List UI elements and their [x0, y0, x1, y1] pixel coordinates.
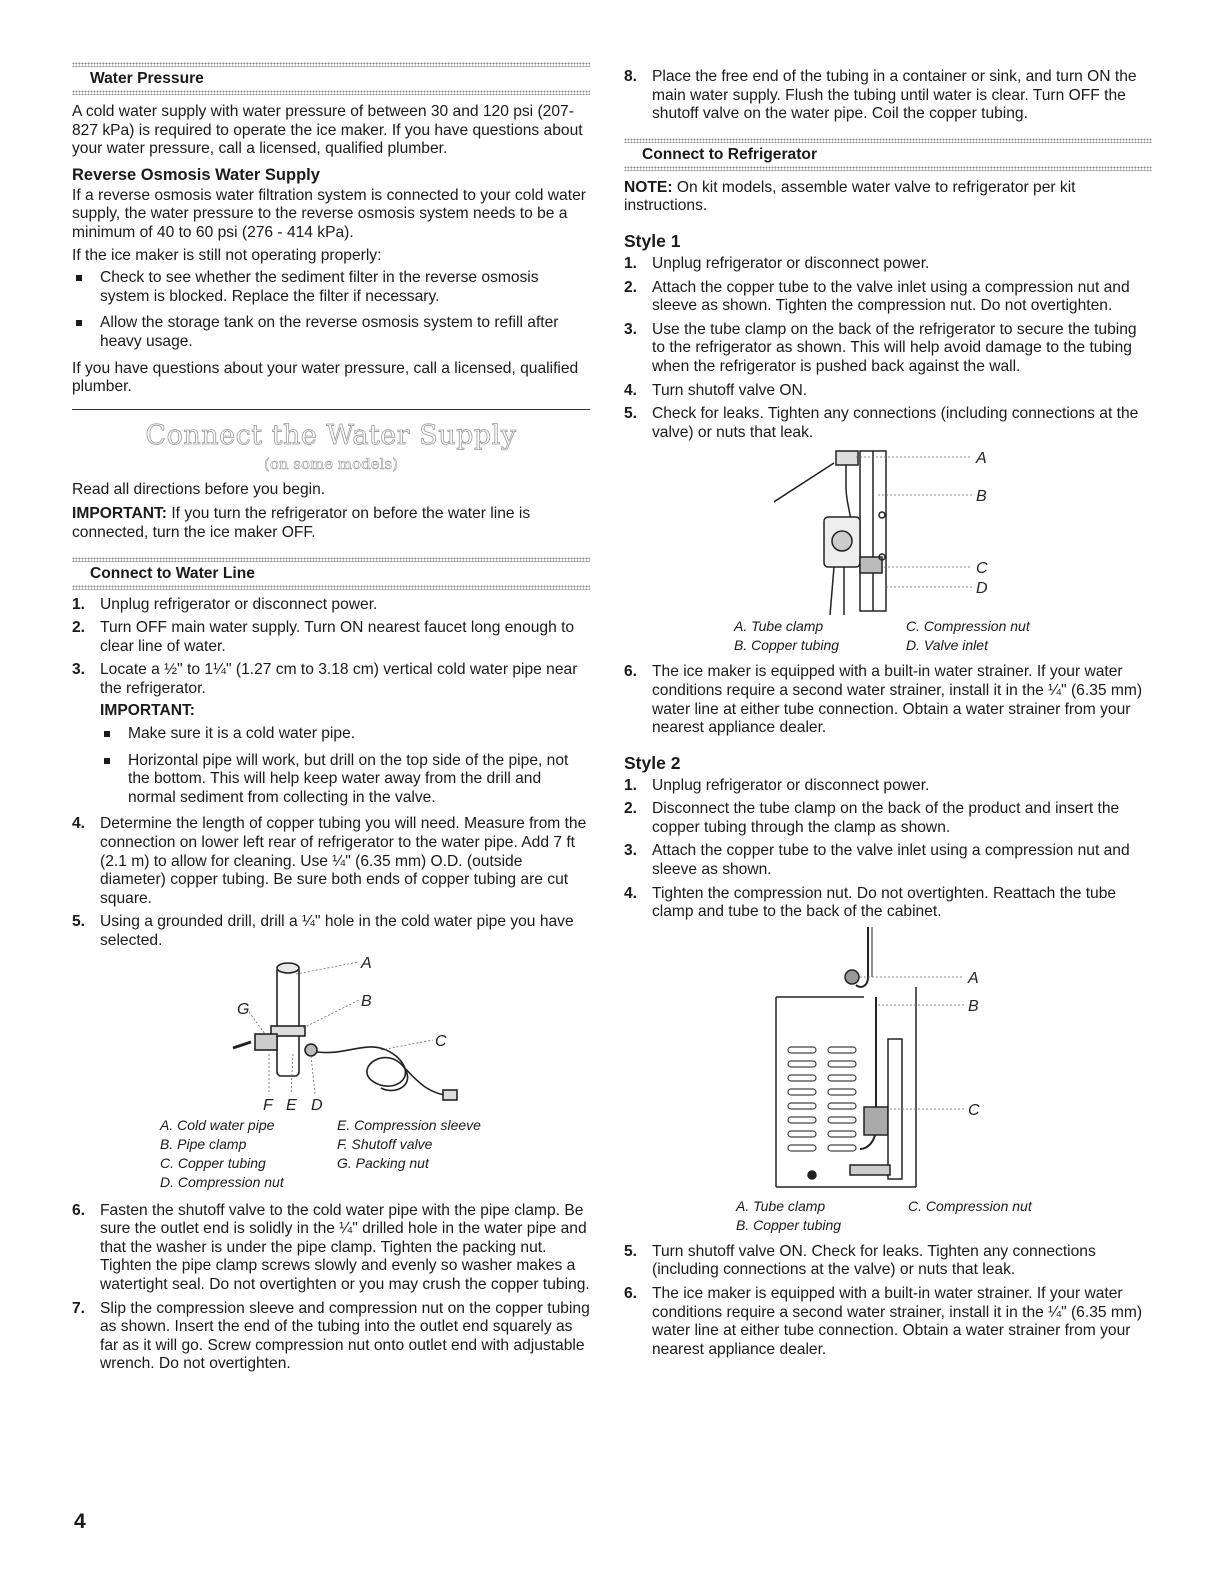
left-column [72, 62, 590, 1379]
dotted-rule [72, 62, 590, 67]
callout-d: D [311, 1096, 323, 1114]
step-text: Check for leaks. Tighten any connections (including connections at the valve) or nuts that leak. [652, 405, 1139, 441]
list-item [624, 777, 1152, 796]
callout-b: B [361, 992, 372, 1010]
dotted-rule [624, 166, 1152, 171]
cold-water-pipe [277, 966, 299, 1076]
important-note [72, 505, 590, 542]
style-2-figure-caption [736, 1197, 1152, 1235]
caption-col [736, 1197, 896, 1235]
caption-item: C. Copper tubing [160, 1154, 266, 1171]
style-2-figure [764, 927, 1004, 1197]
reverse-osmosis-text: If a reverse osmosis water filtration system is connected to your cold water supply, the water pressure to the reverse osmosis system needs to be a minimum of 40 to 60 psi (276 - 414 kPa). [72, 186, 586, 241]
list-item: Check to see whether the sediment filter in the reverse osmosis system is blocked. Replace the filter if necessary. [72, 269, 590, 306]
step-text: Unplug refrigerator or disconnect power. [100, 595, 378, 613]
water-line-figure-caption [160, 1116, 590, 1192]
water-pressure-text: A cold water supply with water pressure of between 30 and 120 psi (207-827 kPa) is required to operate the ice maker. If you have questions about your water pressure, call a licensed, qualified plumber. [72, 103, 583, 158]
right-column [624, 68, 1152, 1364]
note-text: On kit models, assemble water valve to refrigerator per kit instructions. [624, 178, 1076, 215]
list-item [72, 815, 590, 908]
step-text: The ice maker is equipped with a built-in water strainer. If your water conditions require a second water strainer, install it in the ¼" (6.35 mm) water line at either tube connection. Obtain a water strainer from your nearest appliance dealer. [652, 663, 1143, 737]
list-item [624, 1243, 1152, 1280]
step-number: 2. [624, 278, 638, 296]
step-number: 2. [624, 800, 638, 818]
step-number: 5. [72, 913, 86, 931]
caption-col [734, 617, 894, 655]
step-text: The ice maker is equipped with a built-in water strainer. If your water conditions require a second water strainer, install it in the ¼" (6.35 mm) water line at either tube connection. Obtain a water strainer from your nearest appliance dealer. [652, 1285, 1143, 1358]
callout-b: B [976, 488, 987, 506]
list-item [72, 1202, 590, 1295]
water-line-steps [72, 596, 590, 951]
step-text: Using a grounded drill, drill a ¼" hole in the cold water pipe you have selected. [100, 913, 574, 949]
callout-c: C [976, 560, 988, 578]
caption-col [160, 1116, 325, 1192]
step-text: Use the tube clamp on the back of the refrigerator to secure the tubing to the refrigerator as shown. This will help avoid damage to the tubing when the refrigerator is pushed back against the wall. [652, 320, 1137, 375]
dotted-rule [72, 90, 590, 95]
reverse-osmosis-bullets [72, 269, 590, 351]
step-number: 1. [624, 254, 638, 272]
list-item [72, 596, 590, 615]
step-text: Slip the compression sleeve and compression nut on the copper tubing as shown. Insert the end of the tubing into the outlet end squarely as far as it will go. Screw compression nut onto outlet end with adjustable wrench. Do not overtighten. [100, 1299, 590, 1373]
note [624, 179, 1152, 216]
list-item [624, 68, 1152, 124]
reverse-osmosis-heading: Reverse Osmosis Water Supply [72, 165, 320, 184]
callout-d: D [976, 580, 988, 598]
caption-col [906, 617, 1086, 655]
caption-item: C. Compression nut [908, 1197, 1032, 1214]
section-subtitle: (on some models) [264, 454, 398, 473]
caption-item: B. Copper tubing [736, 1216, 842, 1233]
reverse-osmosis-closing: If you have questions about your water pressure, call a licensed, qualified plumber. [72, 359, 579, 396]
list-item [624, 255, 1152, 274]
style-1-figure [774, 447, 1014, 617]
important-text: If you turn the refrigerator on before the water line is connected, turn the ice maker OFF. [72, 505, 531, 541]
water-line-figure [181, 956, 481, 1116]
compression-nut-shape [860, 557, 882, 573]
step-text: Place the free end of the tubing in a container or sink, and turn ON the main water supply. Flush the tubing until water is clear. Turn OFF the shutoff valve on the water pipe. Coil the copper tubing. [652, 68, 1137, 123]
style-1-steps [624, 255, 1152, 442]
section-divider [72, 409, 590, 410]
style-2-steps [624, 777, 1152, 922]
caption-col [337, 1116, 527, 1192]
compression-nut-shape [305, 1044, 317, 1056]
note-label: NOTE: [624, 178, 673, 196]
list-item [624, 1285, 1152, 1359]
step-number: 7. [72, 1299, 86, 1317]
water-pressure-heading: Water Pressure [90, 70, 204, 87]
step-number: 6. [624, 663, 638, 681]
step-text: Locate a ½" to 1¼" (1.27 cm to 3.18 cm) vertical cold water pipe near the refrigerator. [100, 661, 578, 697]
list-item [72, 619, 590, 656]
step-text: Determine the length of copper tubing you will need. Measure from the connection on lower left rear of refrigerator to the water pipe. Add 7 ft (2.1 m) to allow for cleaning. Use ¼" (6.35 mm) O.D. (outside diameter) copper tubing. Be sure both ends of copper tubing are cut square. [100, 815, 587, 907]
caption-item: A. Tube clamp [734, 618, 824, 635]
important-label: IMPORTANT: [100, 702, 195, 720]
list-item [624, 885, 1152, 922]
step-text: Fasten the shutoff valve to the cold water pipe with the pipe clamp. Be sure the outlet end is solidly in the ¼" drilled hole in the water pipe and that the washer is under the pipe clamp. Tighten the packing nut. Tighten the pipe clamp screws slowly and evenly so washer makes a watertight seal. Do not overtighten or you may crush the copper tubing. [100, 1201, 590, 1293]
callout-c: C [435, 1032, 447, 1050]
step-number: 8. [624, 68, 638, 85]
caption-item: B. Pipe clamp [160, 1135, 247, 1152]
compression-nut-shape [864, 1107, 888, 1135]
step-number: 6. [72, 1201, 86, 1219]
step-text: Attach the copper tube to the valve inlet using a compression nut and sleeve as shown. [652, 842, 1130, 879]
style-2-heading: Style 2 [624, 752, 681, 773]
list-item [624, 405, 1152, 442]
list-item [624, 279, 1152, 316]
important-label: IMPORTANT: [72, 505, 167, 523]
copper-tubing-coil [317, 1047, 451, 1096]
step-number: 4. [624, 381, 638, 399]
callout-a: A [976, 450, 987, 468]
step-number: 6. [624, 1285, 638, 1303]
step-number: 4. [624, 884, 638, 902]
list-item [72, 913, 590, 950]
callout-a: A [968, 969, 979, 987]
step-text: Turn OFF main water supply. Turn ON nearest faucet long enough to clear line of water. [100, 619, 575, 655]
step-8-list [624, 68, 1152, 124]
dotted-rule [72, 585, 590, 590]
list-item [624, 842, 1152, 879]
water-line-heading: Connect to Water Line [90, 564, 255, 582]
list-item [624, 663, 1152, 737]
caption-item: D. Valve inlet [906, 637, 988, 654]
caption-item: A. Tube clamp [736, 1197, 826, 1214]
callout-g: G [237, 1000, 250, 1018]
list-item: Allow the storage tank on the reverse osmosis system to refill after heavy usage. [72, 314, 590, 351]
dotted-rule [72, 557, 590, 562]
intro-text: Read all directions before you begin. [72, 480, 326, 498]
coil-rows [788, 1047, 856, 1151]
caption-item: D. Compression nut [160, 1173, 284, 1190]
shutoff-valve [255, 1034, 277, 1050]
step-number: 5. [624, 405, 638, 423]
step-text: Turn shutoff valve ON. [652, 381, 808, 399]
step-text: Disconnect the tube clamp on the back of the product and insert the copper tubing through the clamp as shown. [652, 800, 1120, 836]
list-item [624, 800, 1152, 837]
caption-col [908, 1197, 1088, 1235]
step-text: Unplug refrigerator or disconnect power. [652, 776, 930, 794]
callout-f: F [263, 1096, 273, 1114]
page-number: 4 [74, 1510, 86, 1533]
list-item: Make sure it is a cold water pipe. [100, 725, 590, 744]
callout-e: E [286, 1096, 297, 1114]
tube-clamp-shape [836, 451, 858, 465]
caption-item: E. Compression sleeve [337, 1116, 481, 1133]
list-item [624, 321, 1152, 377]
style-1-step-6 [624, 663, 1152, 737]
step-text: Turn shutoff valve ON. Check for leaks. Tighten any connections (including connections at the valve) or nuts that leak. [652, 1242, 1096, 1279]
step-text: Attach the copper tube to the valve inlet using a compression nut and sleeve as shown. Tighten the compression nut. Do not overtighten. [652, 278, 1130, 315]
reverse-osmosis-lead: If the ice maker is still not operating properly: [72, 246, 382, 264]
step-number: 5. [624, 1242, 638, 1260]
caption-item: B. Copper tubing [734, 637, 840, 654]
caption-item: A. Cold water pipe [160, 1116, 275, 1133]
step-text: Tighten the compression nut. Do not overtighten. Reattach the tube clamp and tube to the back of the cabinet. [652, 884, 1117, 921]
step-number: 3. [624, 320, 638, 338]
list-item [72, 661, 590, 807]
callout-b: B [968, 997, 979, 1015]
step-number: 3. [624, 842, 638, 860]
style-2-steps-continued [624, 1243, 1152, 1360]
step-number: 3. [72, 661, 86, 679]
style-1-heading: Style 1 [624, 230, 681, 251]
section-title: Connect the Water Supply [145, 419, 517, 451]
water-line-steps-continued [72, 1202, 590, 1374]
dotted-rule [624, 138, 1152, 143]
style-1-figure-caption [734, 617, 1152, 655]
callout-a: A [361, 955, 372, 972]
step-number: 2. [72, 619, 86, 637]
important-bullets [100, 725, 590, 807]
caption-item: F. Shutoff valve [337, 1135, 433, 1152]
step-text: Unplug refrigerator or disconnect power. [652, 254, 930, 272]
list-item [624, 382, 1152, 401]
list-item [72, 1300, 590, 1374]
tube-clamp-shape [845, 970, 859, 984]
caption-item: C. Compression nut [906, 618, 1030, 635]
caption-item: G. Packing nut [337, 1154, 429, 1171]
step-number: 4. [72, 815, 86, 833]
step-number: 1. [72, 595, 86, 613]
list-item: Horizontal pipe will work, but drill on the top side of the pipe, not the bottom. This will help keep water away from the drill and normal sediment from collecting in the valve. [100, 752, 590, 808]
connect-refrigerator-heading: Connect to Refrigerator [642, 145, 818, 163]
step-number: 1. [624, 776, 638, 794]
callout-c: C [968, 1101, 980, 1119]
